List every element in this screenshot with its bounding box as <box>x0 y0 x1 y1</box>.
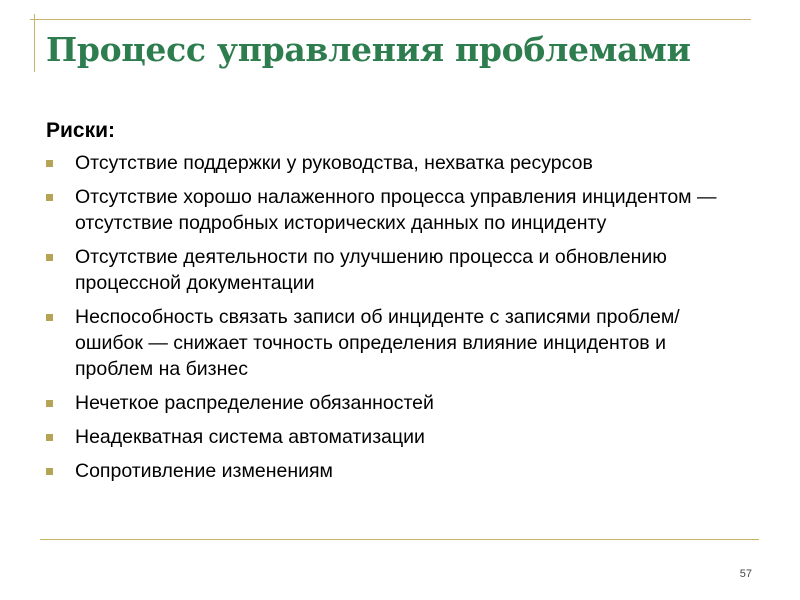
list-item-text: Отсутствие поддержки у руководства, нехватка ресурсов <box>75 152 593 174</box>
list-item-text: Сопротивление изменениям <box>75 460 333 482</box>
square-bullet-icon <box>46 254 53 261</box>
bottom-divider-line <box>40 539 759 540</box>
list-item-text: Нечеткое распределение обязанностей <box>75 392 434 414</box>
list-item-text: Неадекватная система автоматизации <box>75 426 425 448</box>
list-item <box>46 244 746 296</box>
square-bullet-icon <box>46 468 53 475</box>
left-accent-line <box>34 14 35 72</box>
list-item-text: Отсутствие деятельности по улучшению процесса и обновлению процессной документации <box>75 246 667 294</box>
list-item <box>46 458 746 484</box>
square-bullet-icon <box>46 314 53 321</box>
risks-subheading: Риски: <box>46 119 116 142</box>
square-bullet-icon <box>46 400 53 407</box>
list-item <box>46 390 746 416</box>
list-item <box>46 424 746 450</box>
square-bullet-icon <box>46 434 53 441</box>
square-bullet-icon <box>46 194 53 201</box>
list-item-text: Неспособность связать записи об инциденте с записями проблем/ ошибок — снижает точность определения влияние инцидентов и проблем на бизнес <box>75 306 680 380</box>
page-number: 57 <box>739 568 752 580</box>
list-item <box>46 150 746 176</box>
list-item <box>46 304 746 382</box>
top-divider-line <box>30 19 751 20</box>
slide-content <box>46 118 746 492</box>
slide-title: Процесс управления проблемами <box>46 30 691 69</box>
list-item-text: Отсутствие хорошо налаженного процесса управления инцидентом — отсутствие подробных исторических данных по инциденту <box>75 186 717 234</box>
list-item <box>46 184 746 236</box>
square-bullet-icon <box>46 160 53 167</box>
risk-list <box>46 150 746 484</box>
